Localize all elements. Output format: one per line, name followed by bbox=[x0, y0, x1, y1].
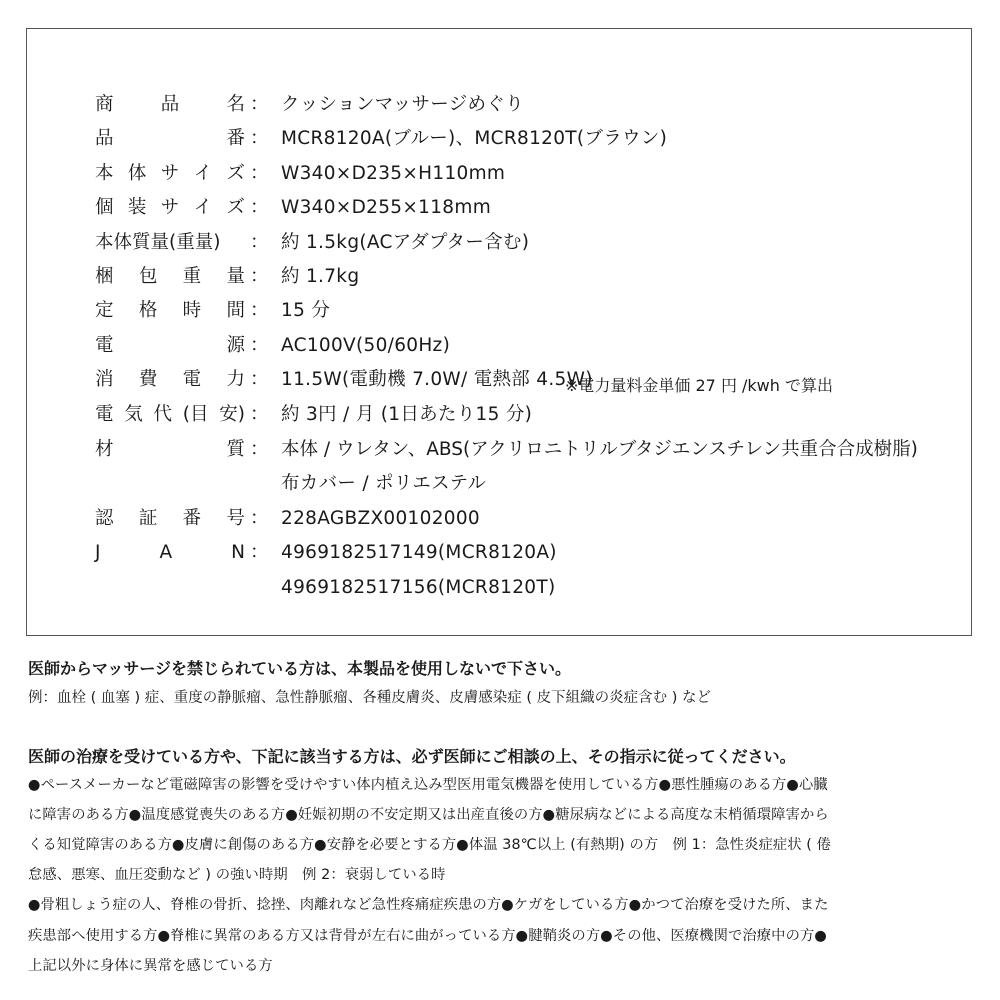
spec-row-power bbox=[27, 329, 971, 363]
spec-row-material-2 bbox=[27, 467, 971, 501]
spec-label: 商 品 名 bbox=[95, 94, 245, 115]
colon: ： bbox=[250, 439, 269, 460]
condition-line: くる知覚障害のある方●皮膚に創傷のある方●安静を必要とする方●体温 38℃以上 (有熱期) の方 例 1：急性炎症症状 ( 倦 bbox=[28, 837, 832, 853]
spec-value-body-size: W340×D235×H110mm bbox=[281, 163, 506, 184]
spec-row-rated-time bbox=[27, 294, 971, 328]
spec-label: 個 装 サ イ ズ bbox=[95, 197, 245, 218]
colon: ： bbox=[250, 404, 269, 425]
colon: ： bbox=[250, 369, 269, 390]
colon: ： bbox=[250, 300, 269, 321]
spec-value-power: AC100V(50/60Hz) bbox=[281, 335, 451, 356]
colon: ： bbox=[250, 128, 269, 149]
warning-title-consult-doctor: 医師の治療を受けている方や、下記に該当する方は、必ず医師にご相談の上、その指示に従ってください。 bbox=[28, 747, 796, 766]
spec-value-rated-time: 15 分 bbox=[281, 300, 331, 321]
warning-title-contraindication: 医師からマッサージを禁じられている方は、本製品を使用しないで下さい。 bbox=[28, 659, 572, 678]
spec-value-material-2: 布カバー / ポリエステル bbox=[281, 473, 487, 494]
spec-value-cost: 約 3円 / 月 (1日あたり15 分) bbox=[281, 404, 533, 425]
spec-value-jan-2: 4969182517156(MCR8120T) bbox=[281, 577, 556, 598]
colon: ： bbox=[250, 197, 269, 218]
spec-row-cert bbox=[27, 502, 971, 536]
spec-label: 本 体 サ イ ズ bbox=[95, 163, 245, 184]
colon: ： bbox=[250, 508, 269, 529]
spec-value-pack-size: W340×D255×118mm bbox=[281, 197, 492, 218]
condition-line: に障害のある方●温度感覚喪失のある方●妊娠初期の不安定期又は出産直後の方●糖尿病などによる高度な末梢循環障害から bbox=[28, 807, 829, 823]
condition-line: ●骨粗しょう症の人、脊椎の骨折、捻挫、肉離れなど急性疼痛症疾患の方●ケガをしている方●かつて治療を受けた所、また bbox=[28, 897, 829, 913]
spec-value-material: 本体 / ウレタン、ABS(アクリロニトリルブタジエンスチレン共重合合成樹脂) bbox=[281, 439, 918, 460]
spec-value-cert: 228AGBZX00102000 bbox=[281, 508, 480, 529]
consumption-note: ※電力量料金単価 27 円 /kwh で算出 bbox=[565, 376, 833, 395]
spec-label: 品 番 bbox=[95, 128, 245, 149]
spec-label: 本体質量(重量) bbox=[95, 232, 221, 253]
spec-row-model bbox=[27, 122, 971, 156]
condition-line: 上記以外に身体に異常を感じている方 bbox=[28, 958, 273, 974]
spec-row-body-size bbox=[27, 157, 971, 191]
spec-row-material bbox=[27, 433, 971, 467]
spec-row-jan-2 bbox=[27, 571, 971, 605]
colon: ： bbox=[250, 542, 269, 563]
spec-row-jan bbox=[27, 536, 971, 570]
spec-row-weight bbox=[27, 226, 971, 260]
spec-row-name bbox=[27, 88, 971, 122]
colon: ： bbox=[250, 94, 269, 115]
colon: ： bbox=[250, 266, 269, 287]
spec-value-pack-weight: 約 1.7kg bbox=[281, 266, 360, 287]
spec-label: 認 証 番 号 bbox=[95, 508, 245, 529]
spec-label: 電 源 bbox=[95, 335, 245, 356]
spec-label: J A N bbox=[95, 542, 245, 563]
spec-table bbox=[26, 28, 972, 636]
colon: ： bbox=[250, 232, 269, 253]
condition-line: ●ペースメーカーなど電磁障害の影響を受けやすい体内植え込み型医用電気機器を使用している方●悪性腫瘍のある方●心臓 bbox=[28, 777, 828, 793]
spec-row-pack-size bbox=[27, 191, 971, 225]
spec-value-model: MCR8120A(ブルー)、MCR8120T(ブラウン) bbox=[281, 128, 668, 149]
colon: ： bbox=[250, 163, 269, 184]
spec-label: 定 格 時 間 bbox=[95, 300, 245, 321]
spec-row-pack-weight bbox=[27, 260, 971, 294]
spec-value-weight: 約 1.5kg(ACアダプター含む) bbox=[281, 232, 530, 253]
spec-label: 材 質 bbox=[95, 439, 245, 460]
spec-label: 梱 包 重 量 bbox=[95, 266, 245, 287]
warning-example: 例：血栓 ( 血塞 ) 症、重度の静脈瘤、急性静脈瘤、各種皮膚炎、皮膚感染症 ( 皮下組織の炎症含む ) など bbox=[28, 690, 711, 706]
spec-row-cost bbox=[27, 398, 971, 432]
spec-label: 電 気 代 (目 安) bbox=[95, 404, 245, 425]
condition-line: 怠感、悪寒、血圧変動など ) の強い時期 例 2：衰弱している時 bbox=[28, 867, 446, 883]
colon: ： bbox=[250, 335, 269, 356]
spec-value-jan: 4969182517149(MCR8120A) bbox=[281, 542, 557, 563]
spec-value-consumption: 11.5W(電動機 7.0W/ 電熱部 4.5W) bbox=[281, 369, 593, 390]
spec-value-name: クッションマッサージめぐり bbox=[281, 94, 524, 115]
spec-label: 消 費 電 力 bbox=[95, 369, 245, 390]
condition-line: 疾患部へ使用する方●脊椎に異常のある方又は背骨が左右に曲がっている方●腱鞘炎の方●その他、医療機関で治療中の方● bbox=[28, 928, 827, 944]
